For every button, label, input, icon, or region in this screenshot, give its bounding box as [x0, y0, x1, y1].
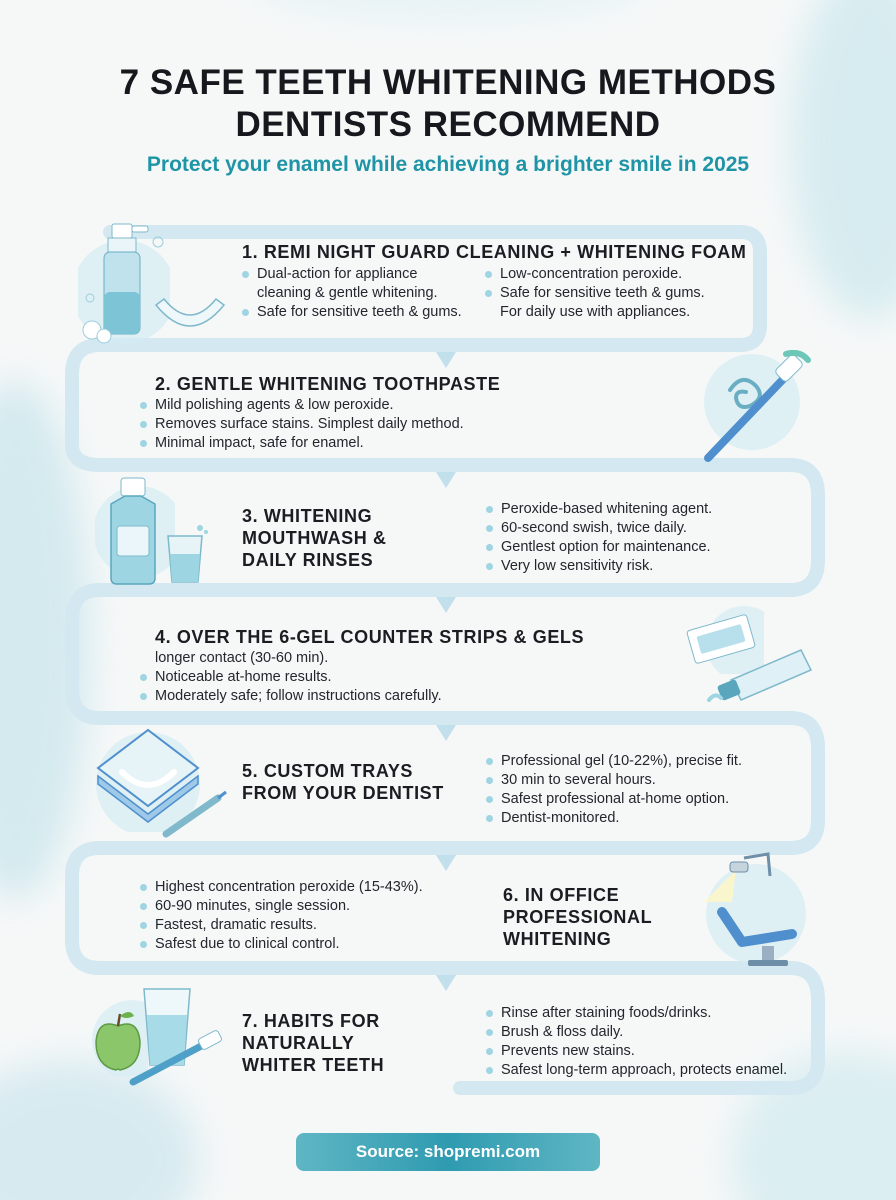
heading-line: 7. HABITS FOR	[242, 1011, 380, 1031]
heading-line: 3. WHITENING	[242, 506, 373, 526]
page-subtitle: Protect your enamel while achieving a brighter smile in 2025	[146, 153, 750, 176]
list-item: Mild polishing agents & low peroxide.	[138, 396, 464, 415]
list-item: Peroxide-based whitening agent.	[484, 500, 712, 519]
list-item: Very low sensitivity risk.	[484, 557, 712, 576]
method-7-bullets	[484, 1004, 787, 1080]
dental-chair-icon	[692, 850, 817, 968]
night-guard-icon	[150, 285, 230, 345]
list-item: Safest long-term approach, protects enamel.	[484, 1061, 787, 1080]
heading-line: WHITER TEETH	[242, 1055, 385, 1075]
list-item: Low-concentration peroxide.	[483, 265, 705, 284]
list-item: Minimal impact, safe for enamel.	[138, 434, 464, 453]
heading-line: WHITENING	[503, 929, 612, 949]
method-7-heading	[242, 1010, 384, 1076]
list-item: Removes surface stains. Simplest daily method.	[138, 415, 464, 434]
list-item: Safest due to clinical control.	[138, 935, 423, 954]
method-6-heading	[503, 884, 652, 950]
list-item: Dual-action for appliance	[240, 265, 462, 284]
list-item: Safe for sensitive teeth & gums.	[240, 303, 462, 322]
method-2-bullets	[138, 396, 464, 453]
list-item: For daily use with appliances.	[500, 304, 691, 320]
list-item: Safest professional at-home option.	[484, 790, 742, 809]
list-item: 60-90 minutes, single session.	[138, 897, 423, 916]
heading-line: 6. IN OFFICE	[503, 885, 620, 905]
syringe-icon	[160, 790, 230, 840]
list-item: 60-second swish, twice daily.	[484, 519, 712, 538]
list-item: 30 min to several hours.	[484, 771, 742, 790]
list-item: Moderately safe; follow instructions carefully.	[138, 687, 442, 706]
page-title	[0, 62, 896, 146]
method-1-bullets-right	[483, 265, 705, 322]
method-6-bullets	[138, 878, 423, 954]
heading-line: FROM YOUR DENTIST	[242, 783, 444, 803]
source-banner[interactable]: Source: shopremi.com	[296, 1133, 600, 1171]
method-3-bullets	[484, 500, 712, 576]
method-4-heading: 4. OVER THE 6-GEL COUNTER STRIPS & GELS	[155, 627, 585, 647]
title-line-2: DENTISTS RECOMMEND	[235, 105, 661, 144]
heading-line: PROFESSIONAL	[503, 907, 653, 927]
list-item: Safe for sensitive teeth & gums.	[483, 284, 705, 303]
title-line-1: 7 SAFE TEETH WHITENING METHODS	[119, 63, 777, 102]
method-5-heading	[242, 760, 444, 804]
method-2-heading: 2. GENTLE WHITENING TOOTHPASTE	[155, 374, 501, 394]
method-4-bullets	[138, 668, 442, 706]
gel-tube-icon	[705, 640, 820, 708]
method-5-bullets	[484, 752, 742, 828]
method-4-lead: longer contact (30-60 min).	[155, 650, 329, 666]
list-item: Highest concentration peroxide (15-43%).	[138, 878, 423, 897]
heading-line: MOUTHWASH &	[242, 528, 387, 548]
toothbrush-icon	[690, 350, 820, 470]
glass-icon	[160, 520, 210, 590]
heading-line: NATURALLY	[242, 1033, 355, 1053]
heading-line: 5. CUSTOM TRAYS	[242, 761, 414, 781]
method-1-heading: 1. REMI NIGHT GUARD CLEANING + WHITENING FOAM	[242, 242, 747, 262]
list-item: Prevents new stains.	[484, 1042, 787, 1061]
list-item: Brush & floss daily.	[484, 1023, 787, 1042]
list-item: Gentlest option for maintenance.	[484, 538, 712, 557]
toothbrush-icon	[125, 1030, 225, 1090]
list-item: cleaning & gentle whitening.	[257, 285, 438, 301]
list-item: Fastest, dramatic results.	[138, 916, 423, 935]
list-item: Noticeable at-home results.	[138, 668, 442, 687]
list-item: Rinse after staining foods/drinks.	[484, 1004, 787, 1023]
method-1-bullets-left	[240, 265, 462, 322]
heading-line: DAILY RINSES	[242, 550, 374, 570]
list-item: Professional gel (10-22%), precise fit.	[484, 752, 742, 771]
method-3-heading	[242, 505, 387, 571]
list-item: Dentist-monitored.	[484, 809, 742, 828]
